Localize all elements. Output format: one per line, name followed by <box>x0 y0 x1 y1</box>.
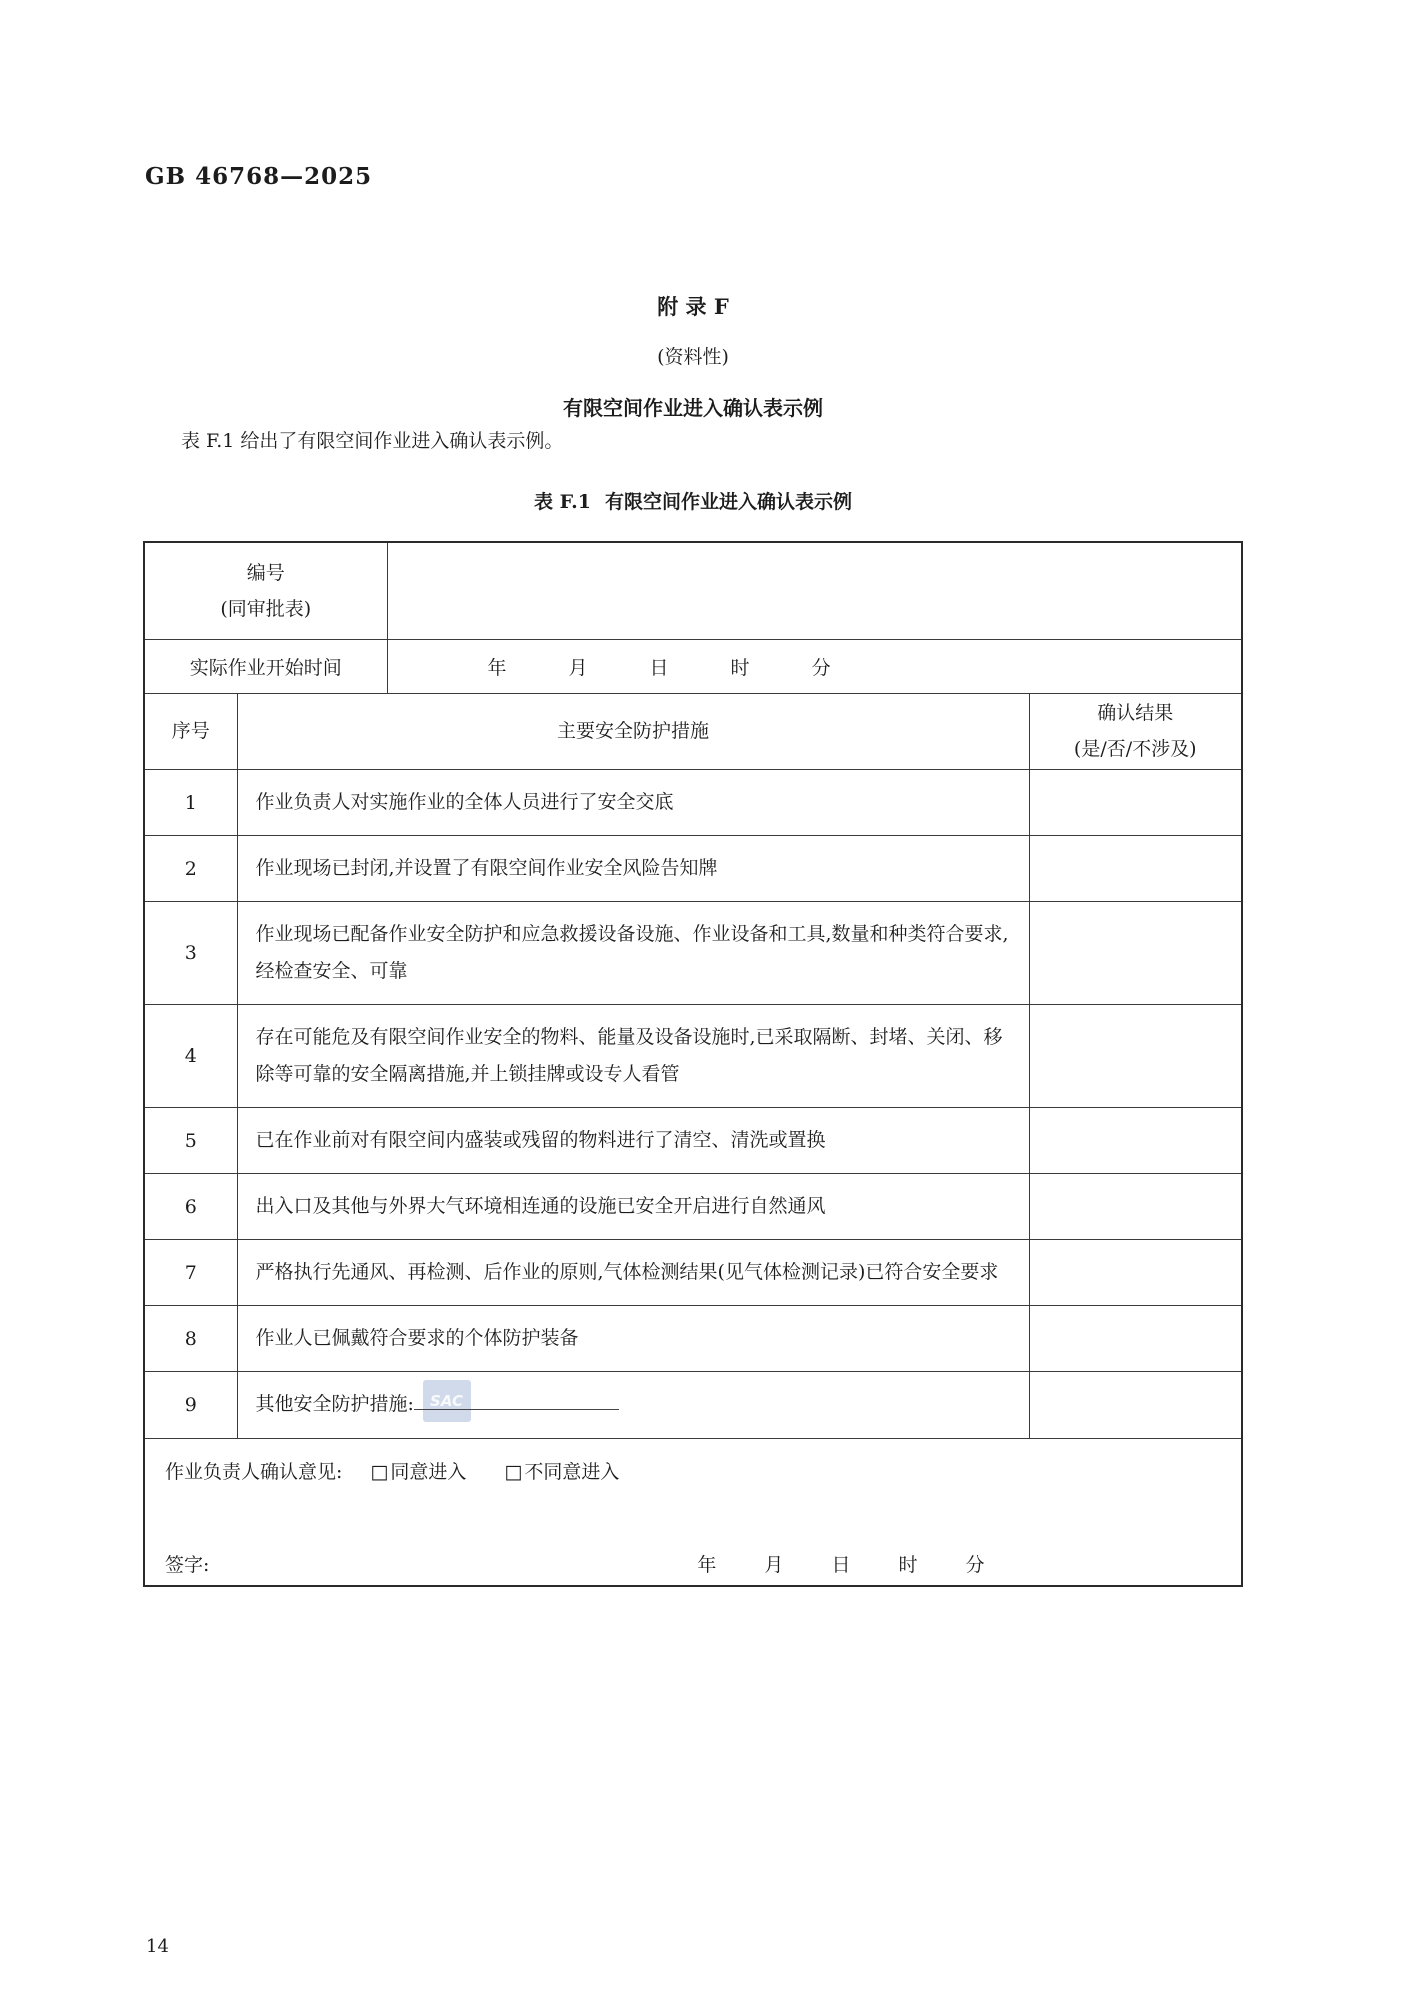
row-index-cell: 2 <box>145 836 237 902</box>
page-number: 14 <box>146 1936 169 1957</box>
row-result-cell <box>1029 1108 1241 1174</box>
date-unit-day: 日 <box>831 1553 851 1576</box>
row-measure-cell: 严格执行先通风、再检测、后作业的原则,气体检测结果(见气体检测记录)已符合安全要求 <box>237 1240 1029 1306</box>
date-unit-minute: 分 <box>811 657 831 680</box>
row-index-cell: 8 <box>145 1306 237 1372</box>
row-measure-cell: 作业现场已配备作业安全防护和应急救援设备设施、作业设备和工具,数量和种类符合要求,经检查安全、可靠 <box>237 902 1029 1005</box>
appendix-subtitle: (资料性) <box>657 346 729 368</box>
measure-header-cell: 主要安全防护措施 <box>237 694 1029 770</box>
result-header-line1: 确认结果 <box>1097 702 1174 725</box>
row-index-cell: 5 <box>145 1108 237 1174</box>
date-unit-day: 日 <box>649 657 669 680</box>
table-caption-text: 有限空间作业进入确认表示例 <box>605 491 853 513</box>
checkbox-icon: □ <box>370 1460 389 1483</box>
row-index-cell: 3 <box>145 902 237 1005</box>
appendix-heading: 有限空间作业进入确认表示例 <box>563 396 823 420</box>
checkbox-icon: □ <box>504 1460 523 1483</box>
row-measure-cell: 已在作业前对有限空间内盛装或残留的物料进行了清空、清洗或置换 <box>237 1108 1029 1174</box>
row-result-cell <box>1029 1240 1241 1306</box>
date-unit-year: 年 <box>697 1553 717 1576</box>
appendix-title: 附 录 F <box>657 294 729 319</box>
signature-date-units <box>697 1550 984 1577</box>
table-row <box>145 902 1241 1005</box>
standard-number-header: GB 46768—2025 <box>145 163 373 190</box>
row-index-cell: 9 <box>145 1372 237 1438</box>
serial-label-cell <box>145 543 387 639</box>
measures-header-row <box>145 694 1241 770</box>
start-time-value-cell <box>387 639 1241 694</box>
measures-table <box>145 693 1241 1438</box>
entry-confirmation-form <box>143 541 1243 1587</box>
start-time-label-cell: 实际作业开始时间 <box>145 639 387 694</box>
table-row <box>145 1306 1241 1372</box>
index-header-cell: 序号 <box>145 694 237 770</box>
table-row <box>145 1372 1241 1438</box>
row-result-cell <box>1029 1306 1241 1372</box>
row-measure-cell: 出入口及其他与外界大气环境相连通的设施已安全开启进行自然通风 <box>237 1174 1029 1240</box>
table-row <box>145 1108 1241 1174</box>
form-footer <box>145 1438 1241 1585</box>
row-result-cell <box>1029 1372 1241 1438</box>
row-index-cell: 4 <box>145 1005 237 1108</box>
start-time-row <box>145 639 1241 694</box>
signature-row <box>165 1550 1221 1577</box>
row-measure-cell: 作业负责人对实施作业的全体人员进行了安全交底 <box>237 770 1029 836</box>
appendix-title-block <box>143 291 1243 421</box>
fill-in-blank <box>414 1390 619 1410</box>
result-header-line2: (是/否/不涉及) <box>1073 737 1197 760</box>
serial-row <box>145 543 1241 639</box>
row-measure-cell: 作业人已佩戴符合要求的个体防护装备 <box>237 1306 1029 1372</box>
serial-label-line1: 编号 <box>246 561 285 584</box>
table-row <box>145 1174 1241 1240</box>
row-result-cell <box>1029 836 1241 902</box>
date-unit-year: 年 <box>487 657 507 680</box>
checkbox-agree-label: 同意进入 <box>390 1460 467 1483</box>
signature-label: 签字: <box>165 1553 210 1576</box>
table-caption <box>143 487 1243 514</box>
row-index-cell: 6 <box>145 1174 237 1240</box>
checkbox-disagree-entry <box>504 1457 619 1484</box>
confirm-opinion-label: 作业负责人确认意见: <box>165 1460 343 1483</box>
row-measure-cell: 作业现场已封闭,并设置了有限空间作业安全风险告知牌 <box>237 836 1029 902</box>
form-head-table <box>145 543 1241 694</box>
row-result-cell <box>1029 1174 1241 1240</box>
table-caption-label: 表 F.1 <box>533 491 591 513</box>
confirm-opinion-row <box>165 1457 1221 1484</box>
row-index-cell: 1 <box>145 770 237 836</box>
serial-value-cell <box>387 543 1241 639</box>
row-measure-cell <box>237 1372 1029 1438</box>
serial-label-line2: (同审批表) <box>220 597 312 620</box>
row-result-cell <box>1029 902 1241 1005</box>
sac-watermark: SAC <box>423 1380 471 1422</box>
date-unit-hour: 时 <box>898 1553 918 1576</box>
table-row <box>145 836 1241 902</box>
date-unit-month: 月 <box>568 657 588 680</box>
other-measures-label: 其他安全防护措施: <box>255 1393 414 1416</box>
date-unit-month: 月 <box>764 1553 784 1576</box>
checkbox-disagree-label: 不同意进入 <box>524 1460 620 1483</box>
date-unit-minute: 分 <box>965 1553 985 1576</box>
intro-paragraph: 表 F.1 给出了有限空间作业进入确认表示例。 <box>181 430 564 452</box>
table-row <box>145 1005 1241 1108</box>
result-header-cell <box>1029 694 1241 770</box>
row-result-cell <box>1029 770 1241 836</box>
checkbox-agree-entry <box>370 1457 466 1484</box>
row-index-cell: 7 <box>145 1240 237 1306</box>
date-unit-hour: 时 <box>730 657 750 680</box>
date-units <box>488 653 831 680</box>
table-row <box>145 1240 1241 1306</box>
table-row <box>145 770 1241 836</box>
row-result-cell <box>1029 1005 1241 1108</box>
row-measure-cell: 存在可能危及有限空间作业安全的物料、能量及设备设施时,已采取隔断、封堵、关闭、移除等可靠的安全隔离措施,并上锁挂牌或设专人看管 <box>237 1005 1029 1108</box>
